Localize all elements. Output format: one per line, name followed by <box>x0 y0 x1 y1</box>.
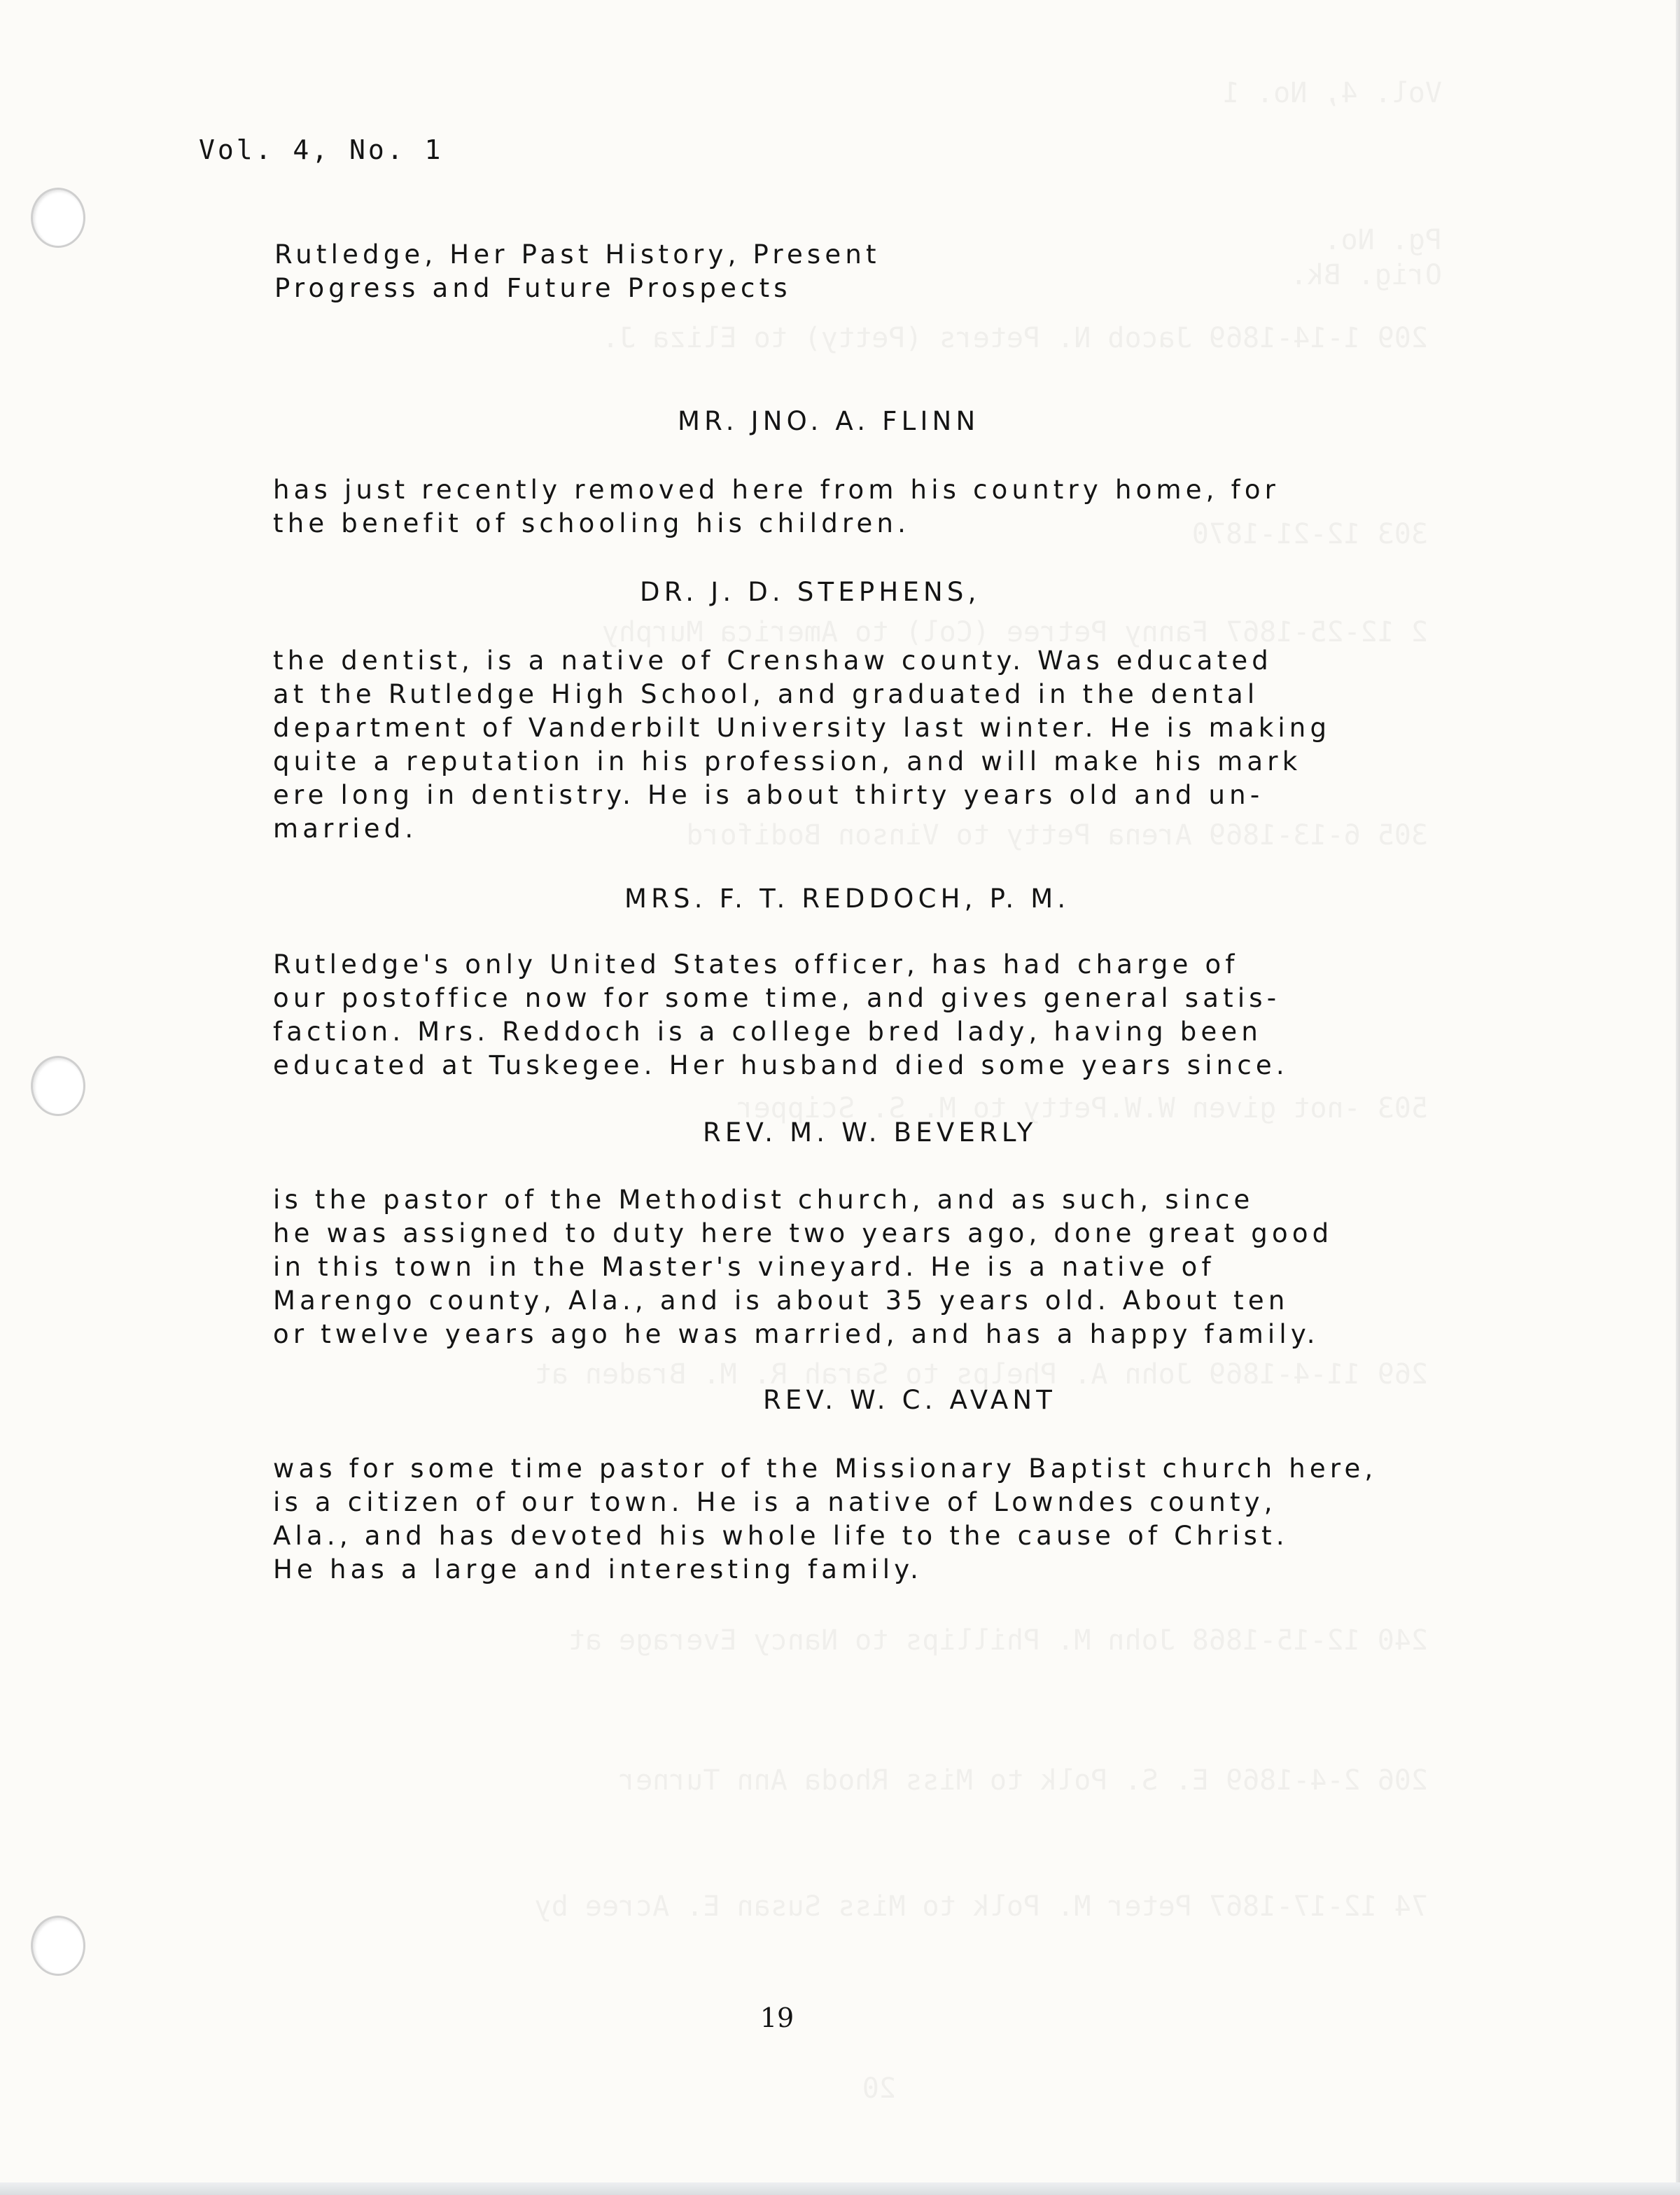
section-text-line: Marengo county, Ala., and is about 35 years old. About ten <box>273 1285 1289 1316</box>
punch-hole-top <box>31 188 85 248</box>
section-heading-flinn: MR. JNO. A. FLINN <box>678 406 980 436</box>
section-text-line: is a citizen of our town. He is a native of Lowndes county, <box>273 1487 1277 1517</box>
section-text-line: married. <box>273 814 418 844</box>
section-text-line: He has a large and interesting family. <box>273 1554 923 1584</box>
section-text-line: faction. Mrs. Reddoch is a college bred lady, having been <box>273 1017 1263 1047</box>
section-text-line: at the Rutledge High School, and graduated in the dental <box>273 679 1259 709</box>
section-text-line: or twelve years ago he was married, and has a happy family. <box>273 1319 1320 1349</box>
section-text-line: has just recently removed here from his country home, for <box>273 475 1280 505</box>
section-text-line: he was assigned to duty here two years ago, done great good <box>273 1218 1334 1248</box>
section-text-line: the dentist, is a native of Crenshaw county. Was educated <box>273 646 1273 676</box>
article-title-line-1: Rutledge, Her Past History, Present <box>274 239 881 270</box>
section-text-line: Rutledge's only United States officer, has had charge of <box>273 949 1239 980</box>
section-text-line: department of Vanderbilt University last winter. He is making <box>273 713 1331 743</box>
section-heading-beverly: REV. M. W. BEVERLY <box>703 1117 1037 1148</box>
section-text-line: quite a reputation in his profession, and will make his mark <box>273 746 1302 776</box>
page-number: 19 <box>760 2002 794 2033</box>
section-heading-reddoch: MRS. F. T. REDDOCH, P. M. <box>624 884 1070 914</box>
section-heading-avant: REV. W. C. AVANT <box>763 1385 1057 1415</box>
bleed-through-texture: Vol. 4, No. 1 Pg. No. Orig. Bk. 209 1-14-1869 Jacob N. Peters (Petty) to Eliza J. 303 12-21-1870 2 12-25-1867 Fanny Petree (Col) to America Murphy 305 6-13-1869 Arena Petty to Vinson Bodiford 503 -not given W.W.Petty to M. S. Scipper 269 11-4-1869 John A. Phelps to Sarah R. M. Braden at 240 12-15-1868 John M. Phillips to Nancy Everage at 206 2-4-1869 E. S. Polk to Miss Rhoda Ann Turner 74 12-17-1867 Peter M. Polk to Miss Susan E. Acree by 20 <box>534 77 1442 2105</box>
page-bottom-edge <box>0 2182 1680 2195</box>
section-text-line: is the pastor of the Methodist church, and as such, since <box>273 1185 1254 1215</box>
punch-hole-middle <box>31 1056 85 1116</box>
section-text-line: our postoffice now for some time, and gives general satis- <box>273 983 1281 1013</box>
article-title-line-2: Progress and Future Prospects <box>274 273 792 303</box>
section-text-line: ere long in dentistry. He is about thirty years old and un- <box>273 780 1264 810</box>
section-heading-stephens: DR. J. D. STEPHENS, <box>640 577 981 607</box>
section-text-line: was for some time pastor of the Missionary Baptist church here, <box>273 1454 1378 1484</box>
page-edge-shadow <box>1676 0 1680 2195</box>
section-text-line: educated at Tuskegee. Her husband died some years since. <box>273 1050 1289 1080</box>
section-text-line: Ala., and has devoted his whole life to the cause of Christ. <box>273 1521 1289 1551</box>
volume-header: Vol. 4, No. 1 <box>199 134 444 165</box>
punch-hole-bottom <box>31 1916 85 1976</box>
section-text-line: the benefit of schooling his children. <box>273 508 911 538</box>
section-text-line: in this town in the Master's vineyard. He is a native of <box>273 1252 1215 1282</box>
